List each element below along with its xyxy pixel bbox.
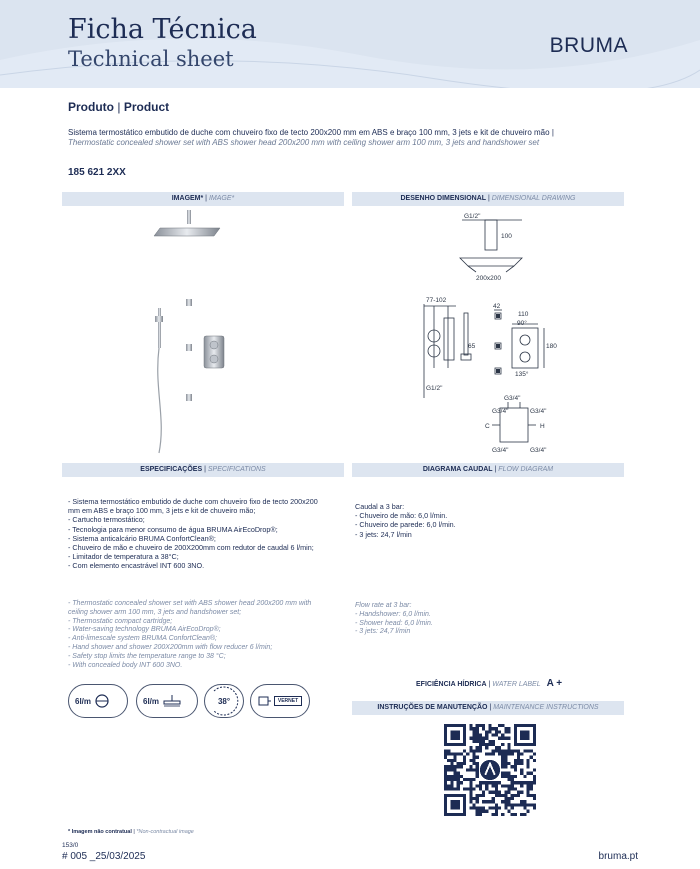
dim-g12-side: G1/2" [426,385,443,392]
section-specs-pt: ESPECIFICAÇÕES [140,466,203,473]
dim-h: H [540,423,545,430]
flow-pt-item: - Chuveiro de parede: 6,0 l/min. [355,520,456,530]
spec-pt-item: - Cartucho termostático; [68,515,145,525]
product-heading [68,100,169,114]
brand-logo: BRUMA [549,34,628,57]
title-pt: Ficha Técnica [68,14,257,45]
spec-en-item: - Water-saving technology BRUMA AirEcoDrop®; [68,626,221,634]
spec-en-item: - Thermostatic concealed shower set with ABS shower head 200x200 mm with ceiling shower arm 100 mm, 3 jets and handshower set; [68,600,312,616]
dim-77-102: 77-102 [426,297,447,304]
section-specs: ESPECIFICAÇÕES | SPECIFICATIONS [62,463,344,477]
handshower-icon [94,693,110,709]
dim-65: 65 [468,343,476,350]
section-maintenance-en: MAINTENANCE INSTRUCTIONS [493,704,599,711]
section-maintenance: INSTRUÇÕES DE MANUTENÇÃO | MAINTENANCE INSTRUCTIONS [352,701,624,715]
section-drawing: DESENHO DIMENSIONAL | DIMENSIONAL DRAWING [352,192,624,206]
product-label-pt: Produto [68,100,114,114]
footnote: * Imagem não contratual | *Non-contractual image [68,829,194,835]
footnote-en: *Non-contractual image [136,829,194,835]
section-image-pt: IMAGEM* [171,195,204,202]
water-label: EFICIÊNCIA HÍDRICA | WATER LABEL A + [416,678,563,689]
product-label-en: Product [123,100,170,114]
flow-en-item: - 3 jets: 24,7 l/min [355,628,411,636]
feature-badges [68,684,330,724]
badge-flow2-text: 6l/m [143,696,160,706]
cartridge-icon [258,695,272,707]
section-drawing-en: DIMENSIONAL DRAWING [491,195,576,202]
flow-pt-item: - Chuveiro de mão: 6,0 l/min. [355,511,448,521]
dim-g12-top: G1/2" [464,213,481,220]
badge-showerhead-flow [136,684,198,718]
flow-en-item: - Shower head: 6,0 l/min. [355,619,433,627]
spec-en-item: - Safety stop limits the temperature range to 38 °C; [68,652,226,660]
section-flow-pt: DIAGRAMA CAUDAL [422,466,493,473]
dim-100: 100 [501,233,512,240]
spec-en-item: - Thermostatic compact cartridge; [68,617,173,625]
shower-head [154,228,220,236]
document-number: 153/0 [62,842,79,849]
spec-pt-item: - Tecnologia para menor consumo de água BRUMA AirEcoDrop®; [68,524,278,534]
flow-en-item: Flow rate at 3 bar: [355,602,412,609]
dim-180: 180 [546,343,557,350]
efficiency-en: WATER LABEL [492,681,541,688]
dim-42: 42 [493,303,501,310]
badge-vernet-text: VERNET [274,696,302,706]
section-drawing-pt: DESENHO DIMENSIONAL [400,195,487,202]
footnote-pt: * Imagem não contratual [68,829,132,835]
flow-pt-item: Caudal a 3 bar: [355,502,405,511]
spec-en-item: - Anti-limescale system BRUMA ConfortClean®; [68,635,217,643]
dim-200x200: 200x200 [476,275,501,282]
jet-2 [186,344,192,351]
section-image: IMAGEM* | IMAGE* [62,192,344,206]
hand-shower [158,308,161,348]
product-reference: 185 621 2XX [68,167,126,178]
ceiling-arm [187,210,191,224]
product-description [68,128,588,148]
spec-en-item: - With concealed body INT 600 3NO. [68,661,183,669]
website-link[interactable]: bruma.pt [598,851,638,862]
shower-hose [158,348,162,453]
section-maintenance-pt: INSTRUÇÕES DE MANUTENÇÃO [377,704,488,711]
dimensional-drawing [352,208,624,458]
dim-110: 110 [518,311,529,318]
efficiency-grade: A + [546,678,563,689]
dim-g34-e: G3/4" [530,447,547,454]
dim-g34-a: G3/4" [504,395,521,402]
badge-temp-text: 38° [217,696,231,706]
dim-g34-c: G3/4" [530,408,547,415]
badge-temperature [204,684,244,718]
specs-en-list [68,600,330,670]
maintenance-qr-code[interactable] [444,724,536,816]
dim-90: 90° [517,320,527,327]
separator: | [551,128,554,137]
dim-g34-d: G3/4" [492,447,509,454]
section-flow: DIAGRAMA CAUDAL | FLOW DIAGRAM [352,463,624,477]
flow-en-list [355,602,595,637]
flow-pt-item: - 3 jets: 24,7 l/min [355,529,412,539]
document-date: # 005 _25/03/2025 [62,851,146,862]
page-header [0,0,700,88]
spec-en-item: - Hand shower and shower 200X200mm with flow reducer 6 l/min; [68,643,273,651]
specs-pt-list [68,497,330,571]
separator: | [117,100,121,114]
section-flow-en: FLOW DIAGRAM [498,466,554,473]
section-specs-en: SPECIFICATIONS [207,466,266,473]
dim-c: C [485,423,490,430]
spec-pt-item: - Sistema anticalcário BRUMA ConfortClean®; [68,533,216,543]
showerhead-icon [162,693,182,709]
spec-pt-item: - Com elemento encastrável INT 600 3NO. [68,561,205,571]
flow-en-item: - Handshower: 6,0 l/min. [355,610,431,618]
badge-handshower-flow [68,684,128,718]
spec-pt-item: - Chuveiro de mão e chuveiro de 200X200mm com redutor de caudal 6 l/min; [68,543,314,553]
description-pt: Sistema termostático embutido de duche com chuveiro fixo de tecto 200x200 mm em ABS e braço 100 mm, 3 jets e kit de chuveiro mão [68,128,550,137]
product-image [140,208,260,458]
description-en: Thermostatic concealed shower set with ABS shower head 200x200 mm with ceiling shower arm 100 mm, 3 jets and handshower set [68,138,540,147]
section-image-en: IMAGE* [208,195,235,202]
jet-1 [186,299,192,306]
spec-pt-item: - Sistema termostático embutido de duche com chuveiro fixo de tecto 200x200 mm em ABS e braço 100 mm, 3 jets e kit de chuveiro mão; [68,497,318,516]
dim-g34-b: G3/4" [492,408,509,415]
dim-135: 135° [515,371,529,378]
efficiency-pt: EFICIÊNCIA HÍDRICA [416,681,487,688]
badge-vernet [250,684,310,718]
spec-pt-item: - Limitador de temperatura a 38°C; [68,552,179,562]
flow-pt-list [355,502,595,539]
jet-3 [186,394,192,401]
title-en: Technical sheet [68,47,234,71]
badge-flow1-text: 6l/m [75,696,92,706]
